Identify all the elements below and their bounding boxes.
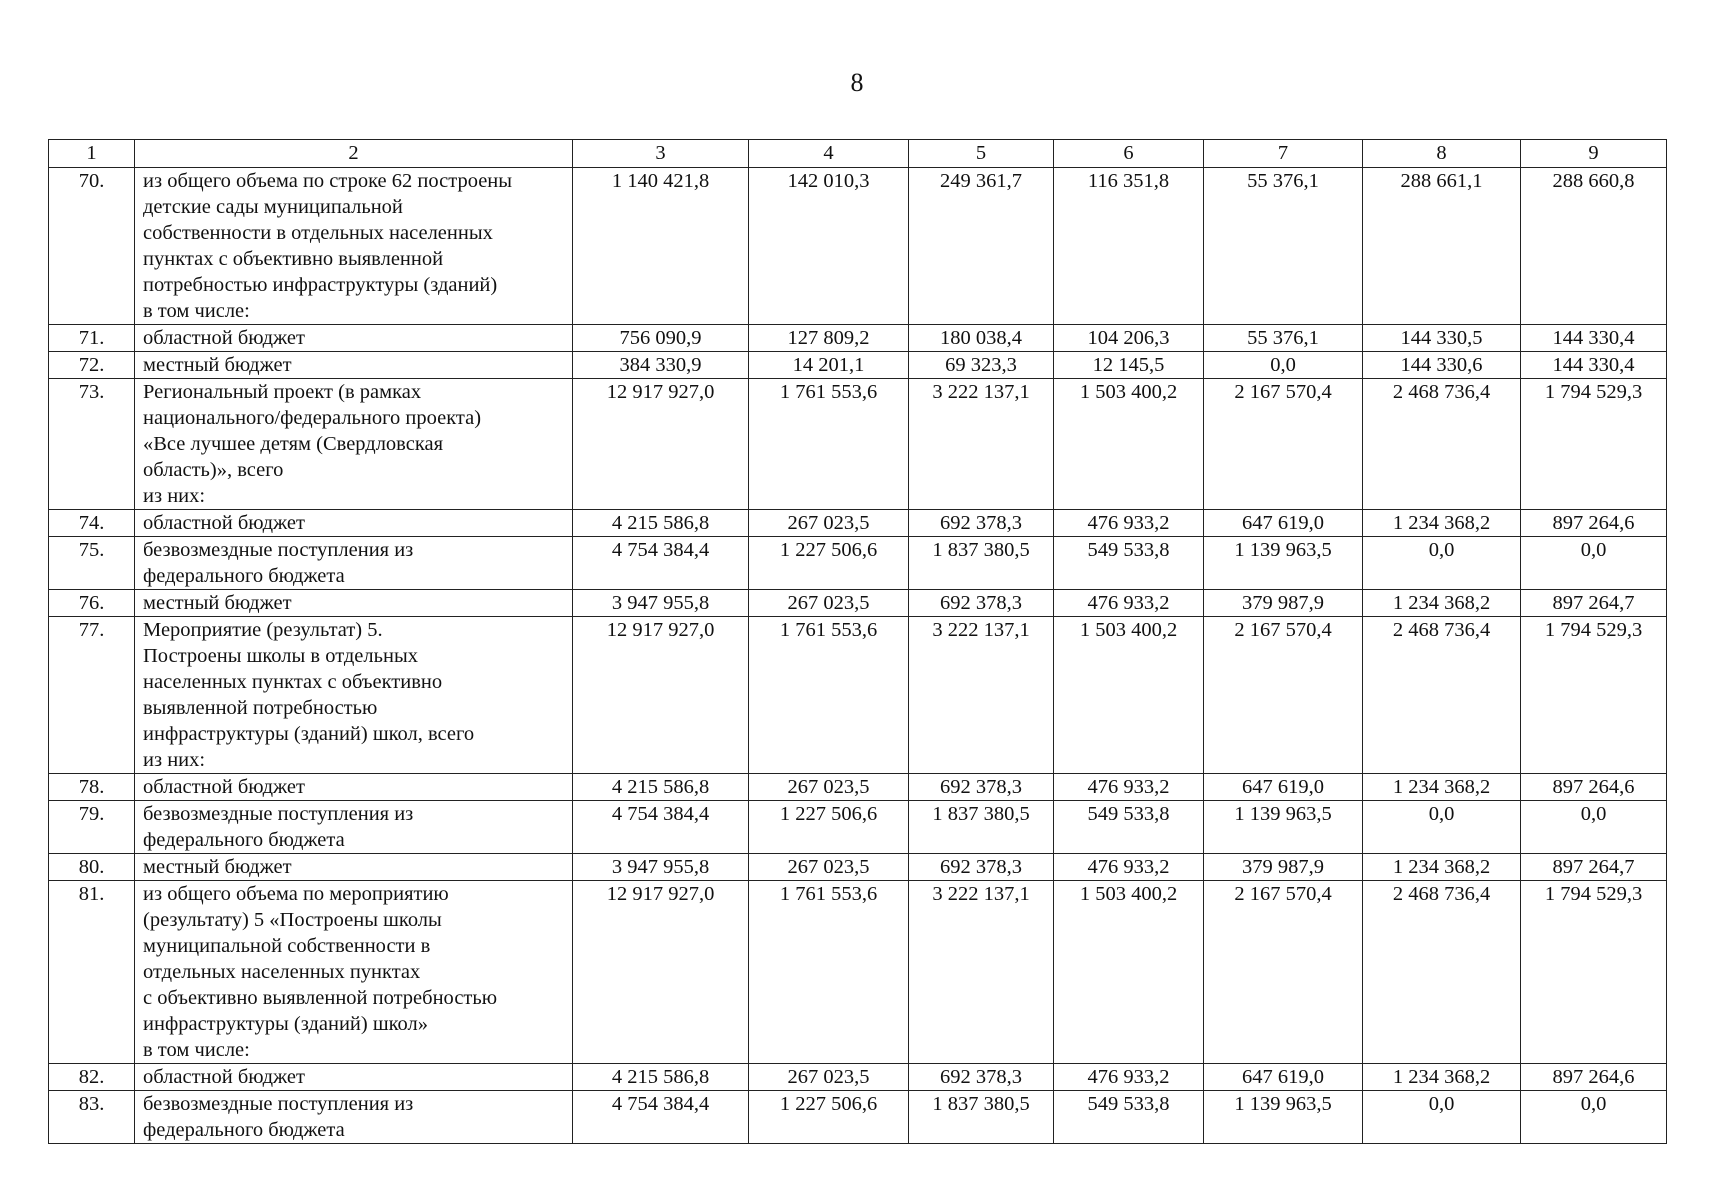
table-row	[49, 801, 1667, 854]
header-cell: 5	[909, 140, 1054, 168]
value-cell-col-9: 1 794 529,3	[1521, 617, 1667, 774]
value-cell-col-8: 0,0	[1363, 1091, 1521, 1144]
header-cell: 6	[1054, 140, 1204, 168]
value-cell-col-4: 1 227 506,6	[749, 537, 909, 590]
value-cell-col-5: 1 837 380,5	[909, 1091, 1054, 1144]
value-cell-col-5: 3 222 137,1	[909, 617, 1054, 774]
value-cell-col-6: 476 933,2	[1054, 1064, 1204, 1091]
row-number: 74.	[49, 510, 135, 537]
value-cell-col-7: 55 376,1	[1204, 325, 1363, 352]
value-cell-col-3: 756 090,9	[573, 325, 749, 352]
value-cell-col-6: 104 206,3	[1054, 325, 1204, 352]
header-cell: 9	[1521, 140, 1667, 168]
table-row	[49, 352, 1667, 379]
row-number: 71.	[49, 325, 135, 352]
value-cell-col-9: 897 264,6	[1521, 510, 1667, 537]
row-number: 75.	[49, 537, 135, 590]
value-cell-col-3: 12 917 927,0	[573, 881, 749, 1064]
table-row	[49, 510, 1667, 537]
value-cell-col-8: 2 468 736,4	[1363, 617, 1521, 774]
row-number: 80.	[49, 854, 135, 881]
value-cell-col-5: 1 837 380,5	[909, 801, 1054, 854]
table-row	[49, 617, 1667, 774]
header-row	[49, 140, 1667, 168]
row-description: безвозмездные поступления из федерального бюджета	[135, 801, 573, 854]
value-cell-col-7: 379 987,9	[1204, 590, 1363, 617]
row-description: областной бюджет	[135, 325, 573, 352]
value-cell-col-7: 2 167 570,4	[1204, 881, 1363, 1064]
value-cell-col-9: 0,0	[1521, 801, 1667, 854]
row-description: местный бюджет	[135, 352, 573, 379]
value-cell-col-8: 1 234 368,2	[1363, 510, 1521, 537]
value-cell-col-9: 897 264,6	[1521, 774, 1667, 801]
value-cell-col-6: 1 503 400,2	[1054, 881, 1204, 1064]
value-cell-col-5: 1 837 380,5	[909, 537, 1054, 590]
value-cell-col-3: 3 947 955,8	[573, 854, 749, 881]
value-cell-col-7: 647 619,0	[1204, 774, 1363, 801]
value-cell-col-4: 1 761 553,6	[749, 379, 909, 510]
value-cell-col-9: 1 794 529,3	[1521, 379, 1667, 510]
value-cell-col-4: 1 761 553,6	[749, 881, 909, 1064]
table-row	[49, 325, 1667, 352]
row-description: Региональный проект (в рамках национального/федерального проекта) «Все лучшее детям (Свердловская область)», всего из них:	[135, 379, 573, 510]
value-cell-col-3: 4 754 384,4	[573, 1091, 749, 1144]
value-cell-col-8: 0,0	[1363, 801, 1521, 854]
value-cell-col-5: 692 378,3	[909, 510, 1054, 537]
value-cell-col-5: 180 038,4	[909, 325, 1054, 352]
value-cell-col-8: 144 330,5	[1363, 325, 1521, 352]
value-cell-col-9: 144 330,4	[1521, 325, 1667, 352]
value-cell-col-9: 288 660,8	[1521, 168, 1667, 325]
value-cell-col-5: 692 378,3	[909, 854, 1054, 881]
value-cell-col-3: 4 215 586,8	[573, 510, 749, 537]
value-cell-col-8: 144 330,6	[1363, 352, 1521, 379]
value-cell-col-5: 692 378,3	[909, 1064, 1054, 1091]
row-number: 70.	[49, 168, 135, 325]
row-number: 79.	[49, 801, 135, 854]
header-cell: 3	[573, 140, 749, 168]
row-description: из общего объема по строке 62 построены детские сады муниципальной собственности в отдельных населенных пунктах с объективно выявленной потребностью инфраструктуры (зданий) в том числе:	[135, 168, 573, 325]
value-cell-col-3: 4 215 586,8	[573, 774, 749, 801]
value-cell-col-9: 897 264,7	[1521, 590, 1667, 617]
value-cell-col-9: 144 330,4	[1521, 352, 1667, 379]
value-cell-col-5: 692 378,3	[909, 774, 1054, 801]
row-description: Мероприятие (результат) 5. Построены школы в отдельных населенных пунктах с объективно выявленной потребностью инфраструктуры (зданий) школ, всего из них:	[135, 617, 573, 774]
value-cell-col-6: 476 933,2	[1054, 510, 1204, 537]
row-description: местный бюджет	[135, 590, 573, 617]
table-row	[49, 1091, 1667, 1144]
value-cell-col-3: 3 947 955,8	[573, 590, 749, 617]
value-cell-col-3: 12 917 927,0	[573, 379, 749, 510]
value-cell-col-5: 3 222 137,1	[909, 881, 1054, 1064]
value-cell-col-4: 267 023,5	[749, 1064, 909, 1091]
value-cell-col-6: 549 533,8	[1054, 537, 1204, 590]
row-number: 82.	[49, 1064, 135, 1091]
value-cell-col-9: 0,0	[1521, 537, 1667, 590]
value-cell-col-3: 384 330,9	[573, 352, 749, 379]
table-row	[49, 854, 1667, 881]
table-row	[49, 379, 1667, 510]
value-cell-col-7: 0,0	[1204, 352, 1363, 379]
value-cell-col-8: 1 234 368,2	[1363, 590, 1521, 617]
budget-table	[48, 139, 1667, 1144]
value-cell-col-8: 1 234 368,2	[1363, 1064, 1521, 1091]
header-cell: 1	[49, 140, 135, 168]
value-cell-col-6: 12 145,5	[1054, 352, 1204, 379]
row-description: областной бюджет	[135, 774, 573, 801]
header-cell: 2	[135, 140, 573, 168]
row-number: 83.	[49, 1091, 135, 1144]
value-cell-col-9: 1 794 529,3	[1521, 881, 1667, 1064]
value-cell-col-6: 1 503 400,2	[1054, 617, 1204, 774]
value-cell-col-7: 1 139 963,5	[1204, 537, 1363, 590]
value-cell-col-7: 2 167 570,4	[1204, 379, 1363, 510]
row-number: 81.	[49, 881, 135, 1064]
header-cell: 7	[1204, 140, 1363, 168]
value-cell-col-7: 1 139 963,5	[1204, 1091, 1363, 1144]
value-cell-col-6: 1 503 400,2	[1054, 379, 1204, 510]
value-cell-col-3: 4 754 384,4	[573, 801, 749, 854]
header-cell: 4	[749, 140, 909, 168]
value-cell-col-4: 267 023,5	[749, 854, 909, 881]
value-cell-col-4: 1 227 506,6	[749, 1091, 909, 1144]
value-cell-col-6: 549 533,8	[1054, 1091, 1204, 1144]
row-description: областной бюджет	[135, 510, 573, 537]
row-description: областной бюджет	[135, 1064, 573, 1091]
value-cell-col-7: 379 987,9	[1204, 854, 1363, 881]
value-cell-col-8: 0,0	[1363, 537, 1521, 590]
value-cell-col-5: 249 361,7	[909, 168, 1054, 325]
value-cell-col-3: 4 754 384,4	[573, 537, 749, 590]
value-cell-col-7: 2 167 570,4	[1204, 617, 1363, 774]
value-cell-col-4: 1 761 553,6	[749, 617, 909, 774]
value-cell-col-5: 692 378,3	[909, 590, 1054, 617]
table-row	[49, 881, 1667, 1064]
row-number: 73.	[49, 379, 135, 510]
value-cell-col-8: 1 234 368,2	[1363, 854, 1521, 881]
row-number: 72.	[49, 352, 135, 379]
value-cell-col-9: 0,0	[1521, 1091, 1667, 1144]
value-cell-col-7: 647 619,0	[1204, 510, 1363, 537]
table-row	[49, 1064, 1667, 1091]
value-cell-col-3: 4 215 586,8	[573, 1064, 749, 1091]
value-cell-col-7: 55 376,1	[1204, 168, 1363, 325]
header-cell: 8	[1363, 140, 1521, 168]
table-row	[49, 774, 1667, 801]
value-cell-col-7: 647 619,0	[1204, 1064, 1363, 1091]
value-cell-col-5: 3 222 137,1	[909, 379, 1054, 510]
row-description: безвозмездные поступления из федерального бюджета	[135, 537, 573, 590]
table-row	[49, 168, 1667, 325]
value-cell-col-4: 267 023,5	[749, 774, 909, 801]
value-cell-col-3: 12 917 927,0	[573, 617, 749, 774]
value-cell-col-6: 549 533,8	[1054, 801, 1204, 854]
value-cell-col-8: 288 661,1	[1363, 168, 1521, 325]
value-cell-col-4: 267 023,5	[749, 510, 909, 537]
row-number: 78.	[49, 774, 135, 801]
value-cell-col-9: 897 264,6	[1521, 1064, 1667, 1091]
value-cell-col-3: 1 140 421,8	[573, 168, 749, 325]
value-cell-col-4: 127 809,2	[749, 325, 909, 352]
row-number: 77.	[49, 617, 135, 774]
value-cell-col-6: 476 933,2	[1054, 854, 1204, 881]
page-number: 8	[850, 68, 864, 97]
value-cell-col-9: 897 264,7	[1521, 854, 1667, 881]
value-cell-col-4: 267 023,5	[749, 590, 909, 617]
table-row	[49, 590, 1667, 617]
value-cell-col-7: 1 139 963,5	[1204, 801, 1363, 854]
row-description: местный бюджет	[135, 854, 573, 881]
value-cell-col-6: 476 933,2	[1054, 774, 1204, 801]
value-cell-col-8: 2 468 736,4	[1363, 379, 1521, 510]
table-body	[49, 168, 1667, 1144]
value-cell-col-5: 69 323,3	[909, 352, 1054, 379]
value-cell-col-4: 142 010,3	[749, 168, 909, 325]
row-description: из общего объема по мероприятию (результату) 5 «Построены школы муниципальной собственности в отдельных населенных пунктах с объективно выявленной потребностью инфраструктуры (зданий) школ» в том числе:	[135, 881, 573, 1064]
value-cell-col-6: 116 351,8	[1054, 168, 1204, 325]
row-number: 76.	[49, 590, 135, 617]
value-cell-col-4: 14 201,1	[749, 352, 909, 379]
row-description: безвозмездные поступления из федерального бюджета	[135, 1091, 573, 1144]
value-cell-col-8: 2 468 736,4	[1363, 881, 1521, 1064]
value-cell-col-6: 476 933,2	[1054, 590, 1204, 617]
value-cell-col-4: 1 227 506,6	[749, 801, 909, 854]
value-cell-col-8: 1 234 368,2	[1363, 774, 1521, 801]
table-row	[49, 537, 1667, 590]
